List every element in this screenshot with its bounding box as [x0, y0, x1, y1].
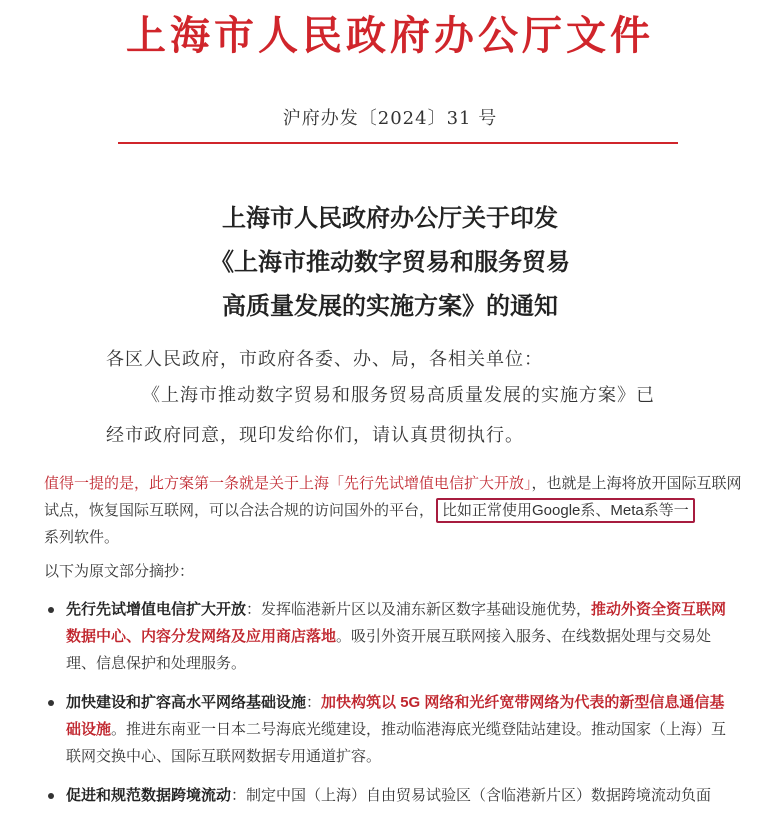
bullet-text: 制定中国（上海）自由贸易试验区（含临港新片区）数据跨境流动负面 — [246, 787, 712, 804]
list-item — [44, 689, 734, 770]
notice-title-line: 上海市人民政府办公厅关于印发 — [222, 203, 558, 232]
commentary-text: ，也就是上海将放开国际互联网试点，恢复国际互联网，可以合法合规的访问国外的平台， — [44, 475, 742, 519]
commentary-highlight-text: 值得一提的是，此方案第一条就是关于上海「先行先试增值电信扩大开放」 — [44, 475, 532, 492]
bullet-colon: ： — [231, 787, 247, 804]
excerpt-list — [44, 596, 734, 821]
notice-title-line: 《上海市推动数字贸易和服务贸易 — [210, 247, 570, 276]
list-item — [44, 596, 734, 677]
boxed-highlight: 比如正常使用Google系、Meta系等一 — [436, 498, 695, 523]
bullet-text: 。推进东南亚一日本二号海底光缆建设，推动临港海底光缆登陆站建设。推动国家（上海）互联网交换中心、国际互联网数据专用通道扩容。 — [66, 721, 727, 765]
notice-paragraph-line: 经市政府同意，现印发给你们，请认真贯彻执行。 — [106, 425, 524, 446]
bullet-heading: 加快建设和扩容高水平网络基础设施 — [66, 694, 307, 711]
bullet-colon: ： — [306, 694, 322, 711]
bullet-red-text: 推动外资全资互联网数据中心、内容分发网络及应用商店落地 — [66, 601, 727, 645]
bullet-text: 发挥临港新片区以及浦东新区数字基础设施优势， — [261, 601, 592, 618]
red-divider — [118, 142, 678, 144]
list-item — [44, 782, 734, 809]
notice-title — [0, 196, 780, 328]
bullet-text: 。吸引外资开展互联网接入服务、在线数据处理与交易处理、信息保护和处理服务。 — [66, 628, 712, 672]
notice-paragraph — [106, 376, 666, 456]
commentary-paragraph — [44, 470, 744, 551]
bullet-heading: 促进和规范数据跨境流动 — [66, 787, 232, 804]
bullet-icon — [48, 793, 54, 799]
bullet-icon — [48, 700, 54, 706]
notice-paragraph-line: 《上海市推动数字贸易和服务贸易高质量发展的实施方案》已 — [142, 385, 655, 406]
document-number: 沪府办发〔2024〕31 号 — [282, 108, 498, 129]
excerpt-intro: 以下为原文部分摘抄： — [44, 563, 195, 580]
bullet-heading: 先行先试增值电信扩大开放 — [66, 601, 247, 618]
bullet-colon: ： — [246, 601, 262, 618]
addressee: 各区人民政府，市政府各委、办、局，各相关单位： — [106, 349, 543, 370]
document-header-title: 上海市人民政府办公厅文件 — [126, 12, 654, 59]
notice-title-line: 高质量发展的实施方案》的通知 — [222, 291, 558, 320]
bullet-red-text: 加快构筑以 5G 网络和光纤宽带网络为代表的新型信息通信基础设施 — [66, 694, 725, 738]
bullet-icon — [48, 607, 54, 613]
commentary-tail: 系列软件。 — [44, 529, 120, 546]
